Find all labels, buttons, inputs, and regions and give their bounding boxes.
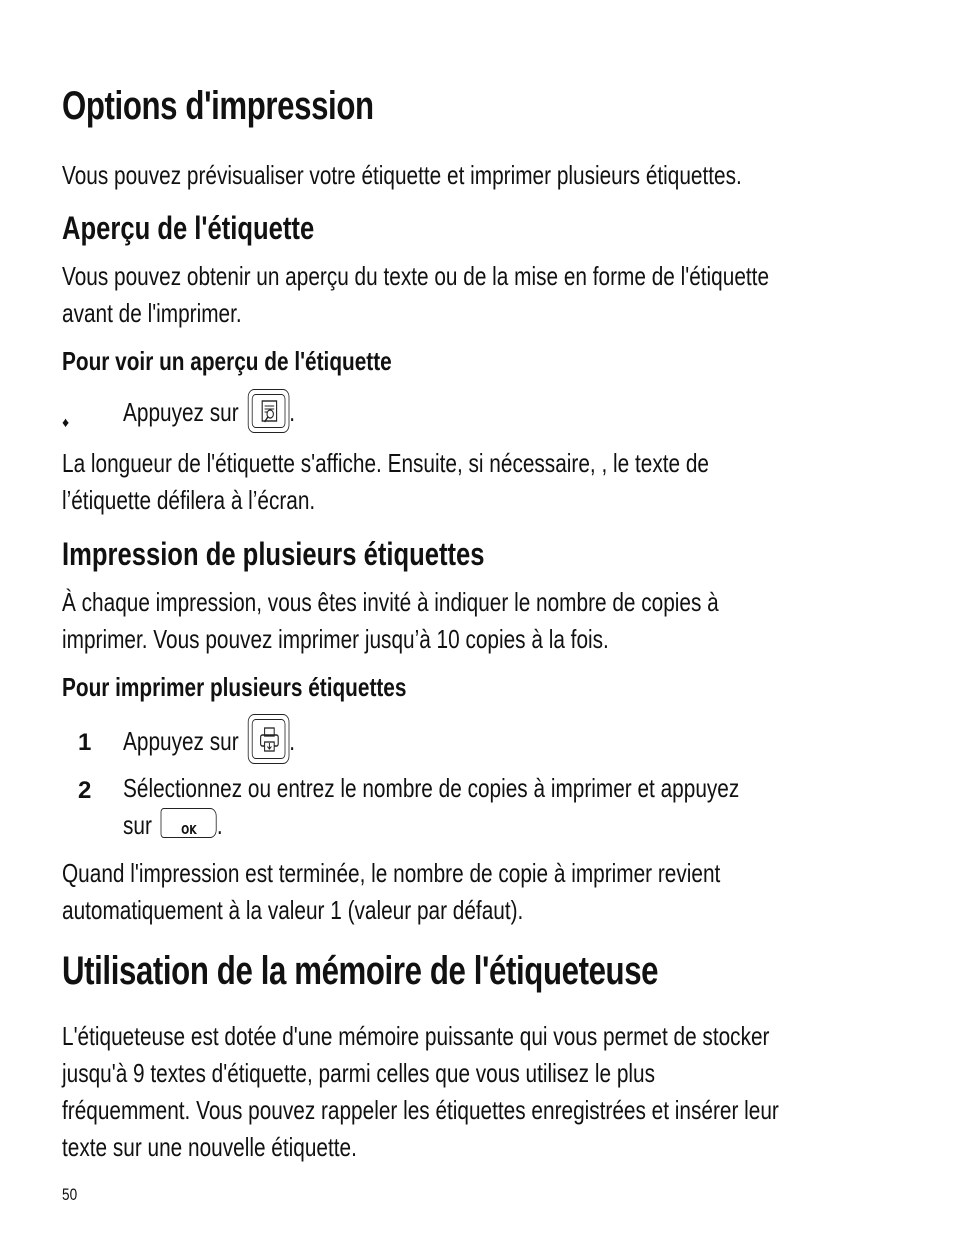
multiple-after-paragraph: Quand l'impression est terminée, le nombre de copie à imprimer revient automatiquement à la valeur 1 (valeur par défaut).: [62, 858, 721, 925]
memory-title: Utilisation de la mémoire de l'étiqueteuse: [62, 949, 659, 993]
preview-paragraph: Vous pouvez obtenir un aperçu du texte ou de la mise en forme de l'étiquette avant de l'imprimer.: [62, 261, 770, 328]
page-number: 50: [62, 1185, 78, 1204]
step-number: 1: [78, 729, 92, 756]
intro-paragraph: Vous pouvez prévisualiser votre étiquette et imprimer plusieurs étiquettes.: [62, 160, 742, 190]
bullet-icon: ♦: [62, 414, 70, 430]
step-2-text: Sélectionnez ou entrez le nombre de copies à imprimer et appuyez sur OK .: [123, 773, 740, 840]
multiple-heading: Impression de plusieurs étiquettes: [62, 536, 485, 572]
ok-key-icon: OK: [161, 808, 217, 838]
preview-subheading: Pour voir un aperçu de l'étiquette: [62, 346, 392, 376]
preview-key-icon: [248, 389, 290, 433]
step-number: 2: [78, 777, 92, 804]
preview-after-paragraph: La longueur de l'étiquette s'affiche. Ensuite, si nécessaire, , le texte de l’étiquette défilera à l’écran.: [62, 448, 709, 515]
page-title: Options d'impression: [62, 84, 374, 128]
preview-step-text: Appuyez sur .: [123, 394, 338, 433]
multiple-subheading: Pour imprimer plusieurs étiquettes: [62, 672, 407, 702]
step-1-text: Appuyez sur .: [123, 722, 338, 764]
preview-heading: Aperçu de l'étiquette: [62, 210, 315, 246]
print-key-icon: [248, 714, 290, 764]
memory-paragraph: L'étiqueteuse est dotée d'une mémoire puissante qui vous permet de stocker jusqu'à 9 textes d'étiquette, parmi celles que vous utilisez le plus fréquemment. Vous pouvez rappeler les étiquettes enregistrées et insérer leur texte sur une nouvelle étiquette.: [62, 1021, 779, 1162]
multiple-paragraph: À chaque impression, vous êtes invité à indiquer le nombre de copies à imprimer. Vous pouvez imprimer jusqu’à 10 copies à la fois.: [62, 587, 719, 654]
multiple-step-2: [62, 770, 882, 850]
